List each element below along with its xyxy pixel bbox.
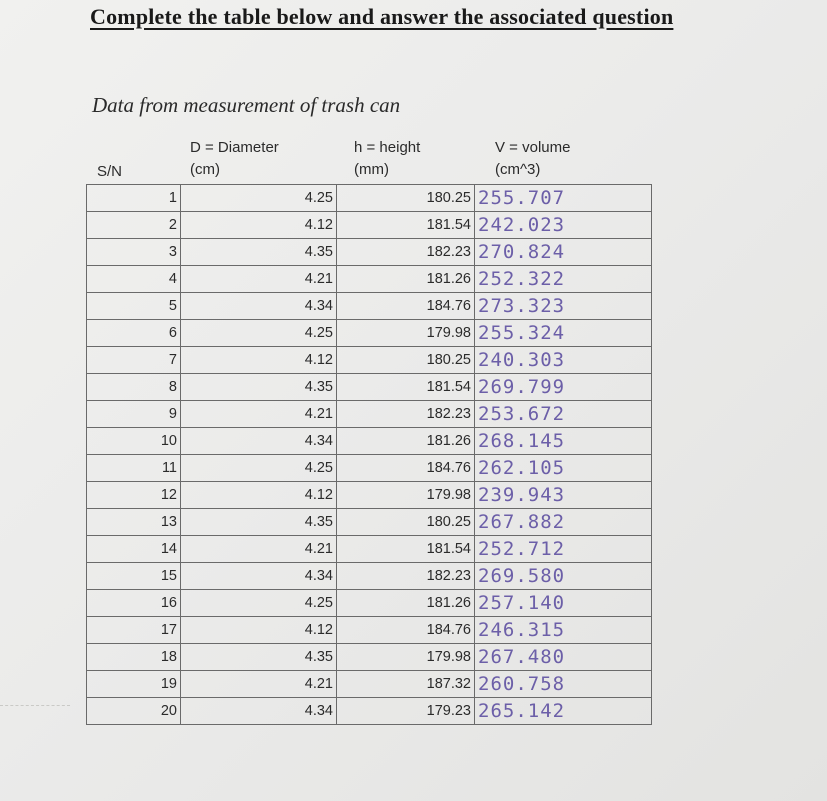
header-sn: S/N <box>97 163 123 180</box>
cell-height: 181.26 <box>337 266 475 293</box>
table-row <box>87 482 652 509</box>
cell-volume[interactable]: 240.303 <box>475 347 652 374</box>
cell-diameter: 4.12 <box>181 482 337 509</box>
table-row <box>87 644 652 671</box>
table-row <box>87 347 652 374</box>
cell-volume[interactable]: 269.799 <box>475 374 652 401</box>
table-caption: Data from measurement of trash can <box>92 93 401 117</box>
cell-volume[interactable]: 252.322 <box>475 266 652 293</box>
cell-height: 182.23 <box>337 401 475 428</box>
cell-volume[interactable]: 255.707 <box>475 185 652 212</box>
cell-volume[interactable]: 265.142 <box>475 698 652 725</box>
header-volume: V = volume <box>495 139 571 156</box>
cell-height: 180.25 <box>337 185 475 212</box>
cell-volume[interactable]: 255.324 <box>475 320 652 347</box>
page-shadow-line <box>0 705 70 710</box>
cell-diameter: 4.34 <box>181 428 337 455</box>
cell-height: 181.54 <box>337 374 475 401</box>
cell-sn: 17 <box>87 617 181 644</box>
table-row <box>87 293 652 320</box>
cell-sn: 20 <box>87 698 181 725</box>
cell-volume[interactable]: 246.315 <box>475 617 652 644</box>
cell-height: 180.25 <box>337 509 475 536</box>
cell-height: 179.23 <box>337 698 475 725</box>
cell-diameter: 4.25 <box>181 320 337 347</box>
cell-volume[interactable]: 273.323 <box>475 293 652 320</box>
cell-volume[interactable]: 253.672 <box>475 401 652 428</box>
cell-height: 179.98 <box>337 320 475 347</box>
header-height-unit: (mm) <box>354 161 389 178</box>
table-row <box>87 698 652 725</box>
cell-sn: 8 <box>87 374 181 401</box>
cell-diameter: 4.21 <box>181 266 337 293</box>
cell-diameter: 4.12 <box>181 347 337 374</box>
cell-diameter: 4.25 <box>181 590 337 617</box>
cell-height: 187.32 <box>337 671 475 698</box>
table-row <box>87 239 652 266</box>
cell-sn: 16 <box>87 590 181 617</box>
cell-height: 181.54 <box>337 212 475 239</box>
cell-volume[interactable]: 269.580 <box>475 563 652 590</box>
cell-height: 181.54 <box>337 536 475 563</box>
table-row <box>87 563 652 590</box>
table-row <box>87 590 652 617</box>
cell-diameter: 4.35 <box>181 374 337 401</box>
cell-diameter: 4.21 <box>181 536 337 563</box>
table-row <box>87 617 652 644</box>
cell-sn: 7 <box>87 347 181 374</box>
cell-sn: 1 <box>87 185 181 212</box>
cell-diameter: 4.34 <box>181 293 337 320</box>
cell-diameter: 4.12 <box>181 617 337 644</box>
cell-height: 179.98 <box>337 644 475 671</box>
cell-volume[interactable]: 260.758 <box>475 671 652 698</box>
cell-height: 184.76 <box>337 617 475 644</box>
cell-diameter: 4.12 <box>181 212 337 239</box>
cell-volume[interactable]: 267.480 <box>475 644 652 671</box>
cell-volume[interactable]: 267.882 <box>475 509 652 536</box>
table-row <box>87 509 652 536</box>
cell-sn: 12 <box>87 482 181 509</box>
table-row <box>87 428 652 455</box>
cell-diameter: 4.34 <box>181 698 337 725</box>
cell-volume[interactable]: 239.943 <box>475 482 652 509</box>
cell-sn: 15 <box>87 563 181 590</box>
cell-height: 180.25 <box>337 347 475 374</box>
cell-sn: 4 <box>87 266 181 293</box>
header-diameter: D = Diameter <box>190 139 279 156</box>
cell-height: 181.26 <box>337 590 475 617</box>
cell-sn: 18 <box>87 644 181 671</box>
cell-diameter: 4.35 <box>181 239 337 266</box>
cell-volume[interactable]: 252.712 <box>475 536 652 563</box>
table-row <box>87 185 652 212</box>
worksheet-title: Complete the table below and answer the associated question <box>90 4 674 29</box>
cell-sn: 14 <box>87 536 181 563</box>
cell-diameter: 4.21 <box>181 671 337 698</box>
cell-sn: 11 <box>87 455 181 482</box>
cell-volume[interactable]: 268.145 <box>475 428 652 455</box>
cell-sn: 2 <box>87 212 181 239</box>
cell-volume[interactable]: 270.824 <box>475 239 652 266</box>
cell-sn: 3 <box>87 239 181 266</box>
cell-diameter: 4.34 <box>181 563 337 590</box>
cell-sn: 9 <box>87 401 181 428</box>
table-row <box>87 401 652 428</box>
cell-diameter: 4.25 <box>181 185 337 212</box>
cell-diameter: 4.21 <box>181 401 337 428</box>
cell-sn: 10 <box>87 428 181 455</box>
cell-sn: 6 <box>87 320 181 347</box>
table-row <box>87 374 652 401</box>
cell-sn: 5 <box>87 293 181 320</box>
cell-height: 182.23 <box>337 239 475 266</box>
cell-diameter: 4.25 <box>181 455 337 482</box>
header-diameter-unit: (cm) <box>190 161 220 178</box>
measurement-table <box>86 184 652 725</box>
table-row <box>87 536 652 563</box>
table-row <box>87 320 652 347</box>
header-height: h = height <box>354 139 421 156</box>
header-volume-unit: (cm^3) <box>495 161 541 178</box>
cell-volume[interactable]: 262.105 <box>475 455 652 482</box>
cell-diameter: 4.35 <box>181 509 337 536</box>
cell-height: 181.26 <box>337 428 475 455</box>
cell-sn: 13 <box>87 509 181 536</box>
table-row <box>87 671 652 698</box>
cell-height: 182.23 <box>337 563 475 590</box>
cell-height: 184.76 <box>337 293 475 320</box>
cell-volume[interactable]: 242.023 <box>475 212 652 239</box>
table-row <box>87 455 652 482</box>
table-row <box>87 266 652 293</box>
cell-volume[interactable]: 257.140 <box>475 590 652 617</box>
cell-sn: 19 <box>87 671 181 698</box>
cell-height: 184.76 <box>337 455 475 482</box>
cell-diameter: 4.35 <box>181 644 337 671</box>
table-row <box>87 212 652 239</box>
cell-height: 179.98 <box>337 482 475 509</box>
